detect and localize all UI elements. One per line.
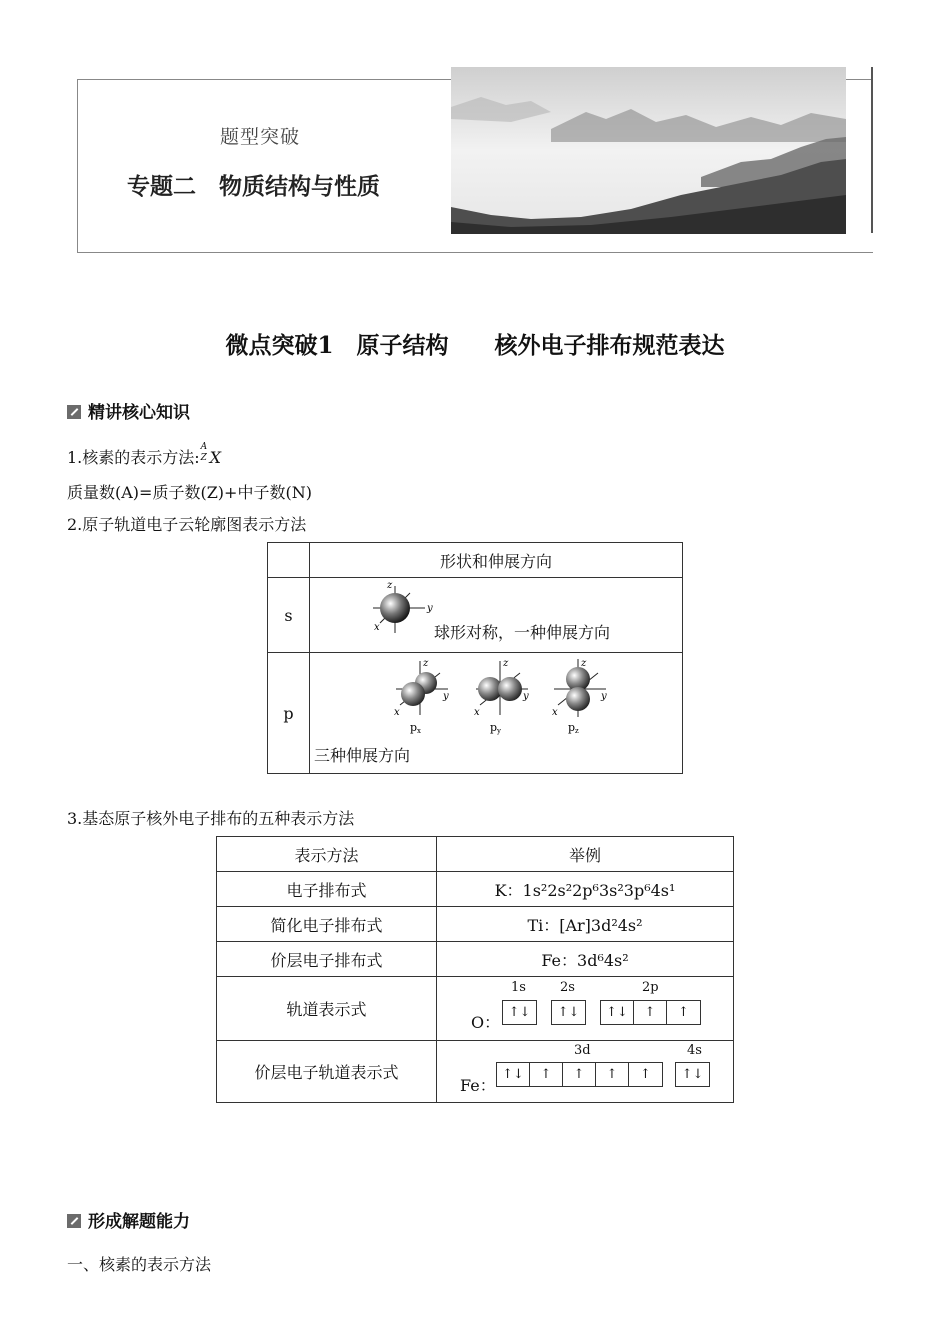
label-2s: 2s bbox=[560, 980, 575, 995]
orbital-p-label: p bbox=[268, 653, 310, 774]
orbital-cell: ↑ bbox=[563, 1063, 596, 1086]
svg-text:y: y bbox=[523, 691, 529, 702]
item1-label: 1.核素的表示方法: bbox=[67, 448, 200, 467]
section-heading-2 bbox=[67, 1207, 190, 1232]
table-header-shape: 形状和伸展方向 bbox=[310, 543, 683, 578]
axis-y-label: y bbox=[427, 603, 433, 614]
py-orbital-icon bbox=[474, 658, 529, 735]
table2-row-example bbox=[437, 942, 734, 977]
px-orbital-icon bbox=[394, 658, 449, 735]
nuclide-indices bbox=[200, 442, 210, 463]
svg-text:x: x bbox=[552, 707, 558, 718]
svg-text:z: z bbox=[581, 658, 587, 669]
table2-row-example bbox=[437, 872, 734, 907]
orbital-cell: ↑ bbox=[634, 1001, 667, 1024]
orbital-s-label: s bbox=[268, 578, 310, 653]
atomic-number-symbol: Z bbox=[200, 453, 207, 463]
pencil-square-icon bbox=[67, 405, 81, 419]
orbital-cell: ↑↓ bbox=[681, 1067, 704, 1082]
subsection-heading: 一、核素的表示方法 bbox=[67, 1255, 212, 1274]
label-4s: 4s bbox=[687, 1043, 702, 1058]
orbital-cell: ↑↓ bbox=[497, 1063, 530, 1086]
svg-text:y: y bbox=[443, 691, 449, 702]
box-4s bbox=[675, 1062, 710, 1087]
box-2p bbox=[600, 1000, 701, 1025]
table2-row-example bbox=[437, 977, 734, 1041]
example-ti: Ti：[Ar]3d²4s² bbox=[527, 915, 643, 935]
orbital-cell: ↑ bbox=[596, 1063, 629, 1086]
axis-x-label: x bbox=[374, 622, 380, 633]
electron-configuration-table bbox=[216, 836, 734, 1103]
table2-row-method: 轨道表示式 bbox=[217, 977, 437, 1041]
orbital-cell: ↑↓ bbox=[508, 1005, 531, 1020]
pz-orbital-icon bbox=[552, 658, 607, 735]
orbital-cell: ↑ bbox=[530, 1063, 563, 1086]
py-label: py bbox=[490, 721, 502, 735]
banner-subtitle: 题型突破 bbox=[220, 126, 301, 148]
table-cell-empty bbox=[268, 543, 310, 578]
item-configuration-methods: 3.基态原子核外电子排布的五种表示方法 bbox=[67, 809, 355, 828]
table2-row-method: 简化电子排布式 bbox=[217, 907, 437, 942]
orbital-o-prefix: O： bbox=[471, 1013, 501, 1032]
orbital-fe-prefix: Fe： bbox=[460, 1076, 496, 1095]
item-orbital-shapes: 2.原子轨道电子云轮廓图表示方法 bbox=[67, 515, 307, 534]
label-2p: 2p bbox=[642, 980, 659, 995]
orbital-cell: ↑ bbox=[678, 1005, 689, 1020]
label-1s: 1s bbox=[511, 980, 526, 995]
item-nuclide-notation bbox=[67, 442, 222, 468]
box-2s bbox=[551, 1000, 586, 1025]
axis-z-label: z bbox=[387, 580, 393, 591]
label-3d: 3d bbox=[574, 1043, 591, 1058]
orbital-p-cell bbox=[310, 653, 683, 774]
table2-row-example bbox=[437, 907, 734, 942]
s-orbital-description: 球形对称，一种伸展方向 bbox=[434, 623, 611, 642]
table2-header-method: 表示方法 bbox=[217, 837, 437, 872]
svg-text:y: y bbox=[601, 691, 607, 702]
example-k: K：1s²2s²2p⁶3s²3p⁶4s¹ bbox=[494, 880, 676, 900]
orbital-shape-table bbox=[267, 542, 683, 774]
table2-row-example bbox=[437, 1041, 734, 1103]
orbital-cell: ↑ bbox=[640, 1067, 651, 1082]
mass-number-symbol: A bbox=[200, 442, 208, 452]
p-orbitals-diagram bbox=[388, 653, 618, 738]
svg-text:z: z bbox=[423, 658, 429, 669]
section-heading-2-label: 形成解题能力 bbox=[88, 1212, 190, 1232]
orbital-cell: ↑↓ bbox=[601, 1001, 634, 1024]
box-3d bbox=[496, 1062, 663, 1087]
s-orbital-diagram bbox=[365, 578, 440, 638]
pencil-square-icon bbox=[67, 1214, 81, 1228]
svg-text:x: x bbox=[474, 707, 480, 718]
mass-number-formula: 质量数(A)=质子数(Z)+中子数(N) bbox=[67, 483, 312, 502]
orbital-s-cell bbox=[310, 578, 683, 653]
page-title: 微点突破1 原子结构 核外电子排布规范表达 bbox=[225, 332, 725, 359]
section-heading-1-label: 精讲核心知识 bbox=[88, 403, 190, 423]
banner-accent-bar bbox=[871, 67, 873, 233]
pz-label: pz bbox=[568, 721, 579, 735]
section-heading-1 bbox=[67, 398, 190, 423]
px-label: px bbox=[410, 721, 421, 735]
element-symbol: X bbox=[209, 448, 222, 467]
table2-row-method: 电子排布式 bbox=[217, 872, 437, 907]
p-orbital-description: 三种伸展方向 bbox=[314, 746, 411, 765]
table2-row-method: 价层电子轨道表示式 bbox=[217, 1041, 437, 1103]
orbital-cell: ↑↓ bbox=[557, 1005, 580, 1020]
mountain-landscape-image bbox=[451, 67, 846, 234]
svg-text:z: z bbox=[503, 658, 509, 669]
example-fe: Fe：3d⁶4s² bbox=[541, 950, 629, 970]
table2-header-example: 举例 bbox=[437, 837, 734, 872]
table2-row-method: 价层电子排布式 bbox=[217, 942, 437, 977]
svg-text:x: x bbox=[394, 707, 400, 718]
banner-title: 专题二 物质结构与性质 bbox=[127, 174, 380, 200]
box-1s bbox=[502, 1000, 537, 1025]
